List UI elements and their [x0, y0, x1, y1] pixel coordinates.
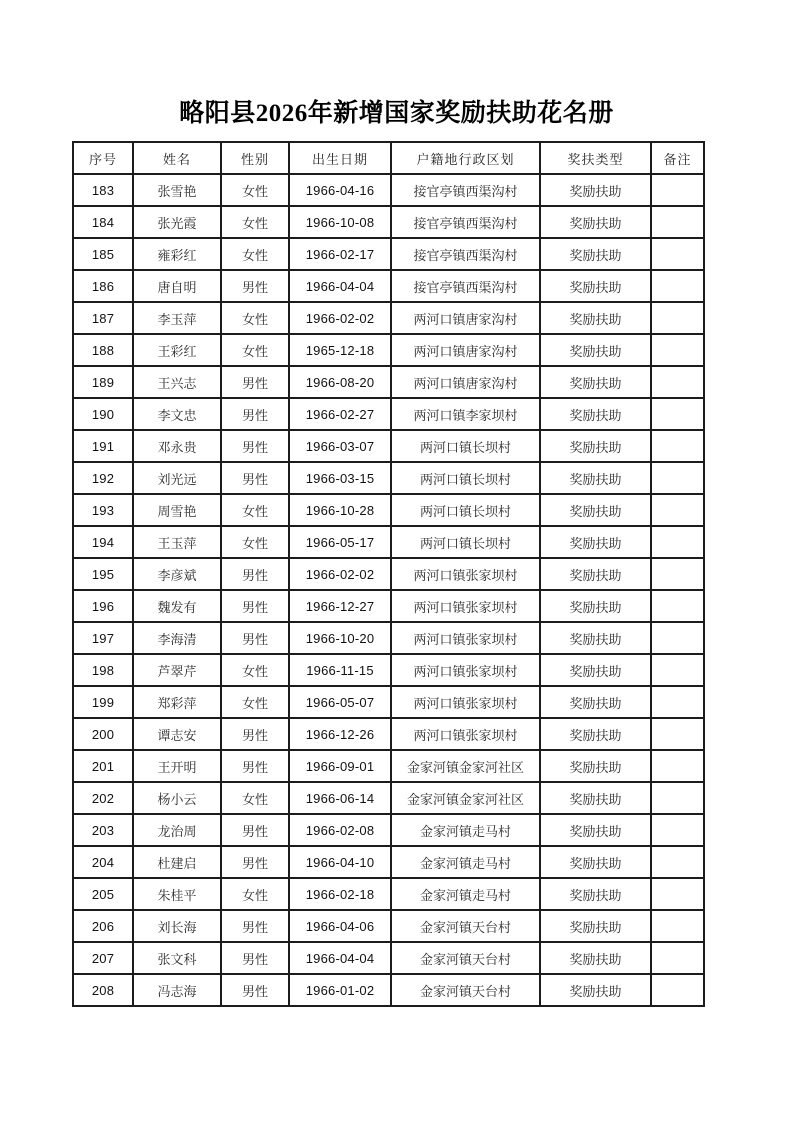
cell-gender: 女性	[221, 238, 289, 270]
table-row	[73, 462, 704, 494]
cell-type: 奖励扶助	[540, 910, 651, 942]
cell-type: 奖励扶助	[540, 174, 651, 206]
cell-birth: 1966-04-06	[289, 910, 391, 942]
cell-note	[651, 782, 704, 814]
cell-birth: 1966-05-17	[289, 526, 391, 558]
col-header-birth: 出生日期	[289, 142, 391, 174]
cell-birth: 1966-02-17	[289, 238, 391, 270]
cell-note	[651, 526, 704, 558]
cell-note	[651, 654, 704, 686]
cell-birth: 1966-02-08	[289, 814, 391, 846]
cell-district: 金家河镇金家河社区	[391, 782, 540, 814]
cell-type: 奖励扶助	[540, 238, 651, 270]
cell-birth: 1966-02-18	[289, 878, 391, 910]
cell-note	[651, 686, 704, 718]
cell-note	[651, 910, 704, 942]
cell-birth: 1966-04-04	[289, 270, 391, 302]
cell-gender: 女性	[221, 878, 289, 910]
cell-name: 王彩红	[133, 334, 221, 366]
cell-no: 208	[73, 974, 133, 1006]
cell-no: 196	[73, 590, 133, 622]
cell-name: 李彦斌	[133, 558, 221, 590]
cell-gender: 男性	[221, 942, 289, 974]
cell-gender: 男性	[221, 366, 289, 398]
cell-type: 奖励扶助	[540, 654, 651, 686]
cell-district: 两河口镇长坝村	[391, 462, 540, 494]
cell-no: 197	[73, 622, 133, 654]
cell-district: 两河口镇张家坝村	[391, 558, 540, 590]
cell-district: 两河口镇李家坝村	[391, 398, 540, 430]
cell-name: 雍彩红	[133, 238, 221, 270]
cell-gender: 女性	[221, 494, 289, 526]
cell-district: 接官亭镇西渠沟村	[391, 238, 540, 270]
cell-name: 李文忠	[133, 398, 221, 430]
cell-name: 王玉萍	[133, 526, 221, 558]
cell-district: 两河口镇唐家沟村	[391, 302, 540, 334]
cell-gender: 女性	[221, 334, 289, 366]
cell-name: 李海清	[133, 622, 221, 654]
table-header	[73, 142, 704, 174]
table-row	[73, 782, 704, 814]
roster-table	[72, 141, 705, 1007]
cell-district: 金家河镇走马村	[391, 814, 540, 846]
cell-district: 两河口镇唐家沟村	[391, 334, 540, 366]
cell-type: 奖励扶助	[540, 622, 651, 654]
cell-birth: 1966-10-08	[289, 206, 391, 238]
cell-birth: 1966-03-15	[289, 462, 391, 494]
table-row	[73, 590, 704, 622]
table-row	[73, 878, 704, 910]
table-row	[73, 302, 704, 334]
table-row	[73, 526, 704, 558]
cell-note	[651, 206, 704, 238]
cell-gender: 女性	[221, 654, 289, 686]
cell-name: 周雪艳	[133, 494, 221, 526]
cell-no: 204	[73, 846, 133, 878]
cell-district: 接官亭镇西渠沟村	[391, 174, 540, 206]
table-row	[73, 718, 704, 750]
cell-name: 魏发有	[133, 590, 221, 622]
cell-birth: 1966-09-01	[289, 750, 391, 782]
col-header-name: 姓名	[133, 142, 221, 174]
cell-type: 奖励扶助	[540, 846, 651, 878]
cell-district: 金家河镇天台村	[391, 974, 540, 1006]
cell-type: 奖励扶助	[540, 750, 651, 782]
cell-name: 谭志安	[133, 718, 221, 750]
cell-no: 207	[73, 942, 133, 974]
cell-note	[651, 334, 704, 366]
cell-no: 201	[73, 750, 133, 782]
cell-name: 邓永贵	[133, 430, 221, 462]
cell-no: 205	[73, 878, 133, 910]
cell-gender: 男性	[221, 814, 289, 846]
table-row	[73, 942, 704, 974]
cell-no: 188	[73, 334, 133, 366]
cell-note	[651, 366, 704, 398]
table-row	[73, 622, 704, 654]
cell-name: 刘光远	[133, 462, 221, 494]
cell-gender: 男性	[221, 910, 289, 942]
cell-note	[651, 846, 704, 878]
cell-birth: 1966-06-14	[289, 782, 391, 814]
cell-type: 奖励扶助	[540, 270, 651, 302]
col-header-note: 备注	[651, 142, 704, 174]
cell-type: 奖励扶助	[540, 782, 651, 814]
table-row	[73, 814, 704, 846]
table-row	[73, 494, 704, 526]
cell-gender: 女性	[221, 206, 289, 238]
table-row	[73, 910, 704, 942]
cell-note	[651, 174, 704, 206]
cell-birth: 1966-04-10	[289, 846, 391, 878]
cell-no: 190	[73, 398, 133, 430]
cell-type: 奖励扶助	[540, 590, 651, 622]
cell-note	[651, 878, 704, 910]
cell-birth: 1965-12-18	[289, 334, 391, 366]
table-row	[73, 558, 704, 590]
cell-type: 奖励扶助	[540, 334, 651, 366]
cell-no: 206	[73, 910, 133, 942]
cell-district: 两河口镇长坝村	[391, 494, 540, 526]
cell-birth: 1966-02-02	[289, 302, 391, 334]
cell-name: 杨小云	[133, 782, 221, 814]
cell-no: 187	[73, 302, 133, 334]
cell-birth: 1966-12-27	[289, 590, 391, 622]
table-row	[73, 686, 704, 718]
cell-name: 杜建启	[133, 846, 221, 878]
page-title: 略阳县2026年新增国家奖励扶助花名册	[179, 100, 614, 127]
cell-district: 两河口镇张家坝村	[391, 590, 540, 622]
cell-note	[651, 814, 704, 846]
cell-no: 189	[73, 366, 133, 398]
table-row	[73, 238, 704, 270]
cell-no: 183	[73, 174, 133, 206]
cell-note	[651, 430, 704, 462]
cell-no: 192	[73, 462, 133, 494]
cell-gender: 男性	[221, 846, 289, 878]
cell-type: 奖励扶助	[540, 398, 651, 430]
cell-birth: 1966-12-26	[289, 718, 391, 750]
cell-no: 193	[73, 494, 133, 526]
cell-gender: 男性	[221, 750, 289, 782]
cell-gender: 女性	[221, 174, 289, 206]
cell-note	[651, 238, 704, 270]
cell-gender: 男性	[221, 270, 289, 302]
col-header-no: 序号	[73, 142, 133, 174]
cell-note	[651, 974, 704, 1006]
cell-district: 金家河镇金家河社区	[391, 750, 540, 782]
cell-name: 郑彩萍	[133, 686, 221, 718]
cell-type: 奖励扶助	[540, 974, 651, 1006]
cell-gender: 男性	[221, 590, 289, 622]
cell-birth: 1966-04-16	[289, 174, 391, 206]
table-row	[73, 974, 704, 1006]
cell-name: 芦翠芹	[133, 654, 221, 686]
cell-note	[651, 302, 704, 334]
cell-no: 194	[73, 526, 133, 558]
cell-no: 199	[73, 686, 133, 718]
table-body	[73, 174, 704, 1006]
cell-note	[651, 942, 704, 974]
cell-no: 186	[73, 270, 133, 302]
cell-no: 184	[73, 206, 133, 238]
cell-no: 195	[73, 558, 133, 590]
cell-type: 奖励扶助	[540, 718, 651, 750]
cell-birth: 1966-01-02	[289, 974, 391, 1006]
cell-district: 两河口镇张家坝村	[391, 654, 540, 686]
cell-gender: 女性	[221, 526, 289, 558]
cell-birth: 1966-10-20	[289, 622, 391, 654]
cell-note	[651, 750, 704, 782]
cell-district: 两河口镇张家坝村	[391, 718, 540, 750]
cell-type: 奖励扶助	[540, 302, 651, 334]
cell-note	[651, 398, 704, 430]
cell-name: 龙治周	[133, 814, 221, 846]
col-header-gender: 性别	[221, 142, 289, 174]
cell-gender: 男性	[221, 398, 289, 430]
cell-district: 金家河镇走马村	[391, 846, 540, 878]
cell-birth: 1966-02-02	[289, 558, 391, 590]
cell-name: 李玉萍	[133, 302, 221, 334]
cell-type: 奖励扶助	[540, 526, 651, 558]
table-row	[73, 398, 704, 430]
cell-no: 191	[73, 430, 133, 462]
cell-gender: 男性	[221, 718, 289, 750]
cell-gender: 女性	[221, 686, 289, 718]
cell-name: 张光霞	[133, 206, 221, 238]
cell-note	[651, 622, 704, 654]
cell-type: 奖励扶助	[540, 686, 651, 718]
cell-note	[651, 270, 704, 302]
cell-no: 203	[73, 814, 133, 846]
cell-district: 接官亭镇西渠沟村	[391, 270, 540, 302]
cell-type: 奖励扶助	[540, 558, 651, 590]
cell-name: 朱桂平	[133, 878, 221, 910]
cell-birth: 1966-05-07	[289, 686, 391, 718]
table-row	[73, 174, 704, 206]
cell-name: 张雪艳	[133, 174, 221, 206]
cell-note	[651, 494, 704, 526]
cell-birth: 1966-11-15	[289, 654, 391, 686]
cell-name: 王兴志	[133, 366, 221, 398]
cell-district: 两河口镇长坝村	[391, 430, 540, 462]
cell-type: 奖励扶助	[540, 494, 651, 526]
cell-name: 王开明	[133, 750, 221, 782]
cell-gender: 男性	[221, 558, 289, 590]
cell-district: 接官亭镇西渠沟村	[391, 206, 540, 238]
cell-name: 张文科	[133, 942, 221, 974]
table-row	[73, 206, 704, 238]
cell-no: 200	[73, 718, 133, 750]
cell-no: 198	[73, 654, 133, 686]
cell-district: 金家河镇天台村	[391, 910, 540, 942]
cell-gender: 男性	[221, 974, 289, 1006]
cell-gender: 男性	[221, 462, 289, 494]
cell-birth: 1966-08-20	[289, 366, 391, 398]
col-header-district: 户籍地行政区划	[391, 142, 540, 174]
col-header-type: 奖扶类型	[540, 142, 651, 174]
cell-birth: 1966-04-04	[289, 942, 391, 974]
cell-name: 刘长海	[133, 910, 221, 942]
cell-type: 奖励扶助	[540, 430, 651, 462]
cell-name: 冯志海	[133, 974, 221, 1006]
table-row	[73, 430, 704, 462]
table-row	[73, 366, 704, 398]
cell-type: 奖励扶助	[540, 462, 651, 494]
table-row	[73, 750, 704, 782]
cell-no: 185	[73, 238, 133, 270]
table-row	[73, 270, 704, 302]
cell-district: 两河口镇唐家沟村	[391, 366, 540, 398]
cell-note	[651, 718, 704, 750]
cell-birth: 1966-10-28	[289, 494, 391, 526]
cell-district: 两河口镇张家坝村	[391, 622, 540, 654]
cell-note	[651, 590, 704, 622]
cell-gender: 男性	[221, 622, 289, 654]
cell-note	[651, 558, 704, 590]
cell-gender: 男性	[221, 430, 289, 462]
cell-gender: 女性	[221, 302, 289, 334]
cell-district: 金家河镇天台村	[391, 942, 540, 974]
cell-no: 202	[73, 782, 133, 814]
header-row	[73, 142, 704, 174]
cell-type: 奖励扶助	[540, 206, 651, 238]
table-row	[73, 654, 704, 686]
cell-note	[651, 462, 704, 494]
cell-district: 两河口镇长坝村	[391, 526, 540, 558]
cell-name: 唐自明	[133, 270, 221, 302]
table-row	[73, 846, 704, 878]
cell-type: 奖励扶助	[540, 878, 651, 910]
cell-gender: 女性	[221, 782, 289, 814]
cell-type: 奖励扶助	[540, 366, 651, 398]
table-row	[73, 334, 704, 366]
cell-district: 金家河镇走马村	[391, 878, 540, 910]
cell-district: 两河口镇张家坝村	[391, 686, 540, 718]
cell-birth: 1966-02-27	[289, 398, 391, 430]
cell-birth: 1966-03-07	[289, 430, 391, 462]
cell-type: 奖励扶助	[540, 942, 651, 974]
cell-type: 奖励扶助	[540, 814, 651, 846]
